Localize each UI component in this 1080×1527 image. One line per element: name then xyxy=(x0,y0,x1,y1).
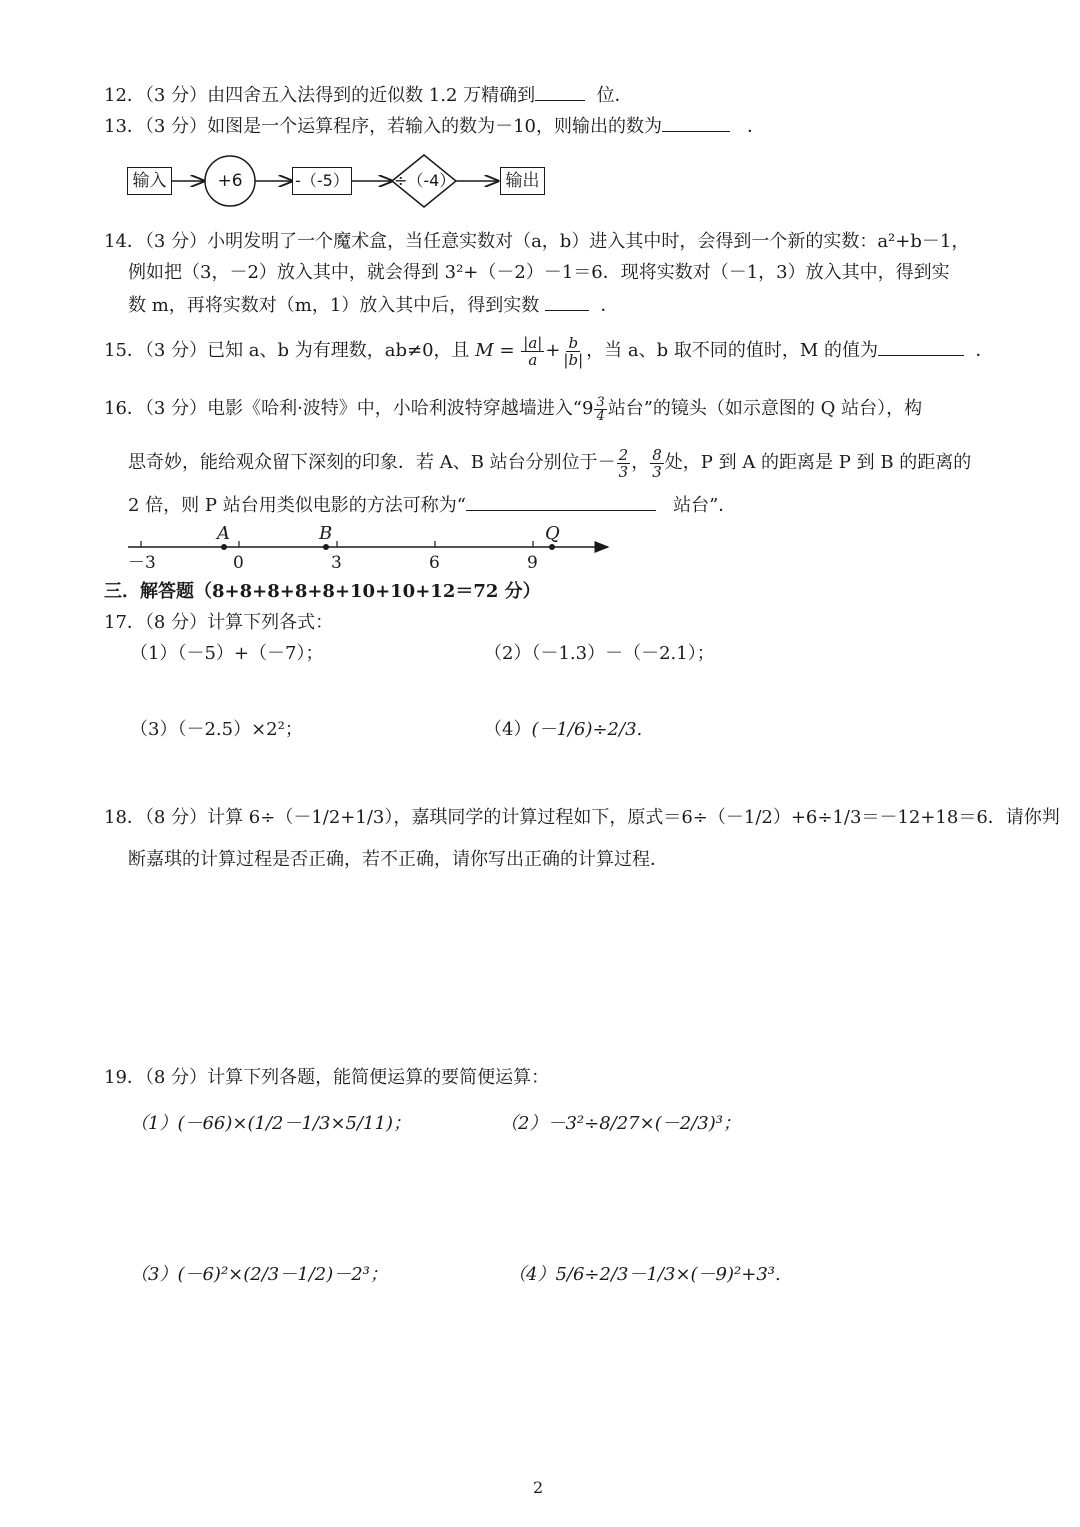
question-12-text: 12．（3 分）由四舍五入法得到的近似数 1.2 万精确到 xyxy=(104,85,536,106)
question-18-line2: 断嘉琪的计算过程是否正确，若不正确，请你写出正确的计算过程． xyxy=(128,849,668,870)
question-17-part4 xyxy=(484,718,642,742)
question-17-part4-prefix: （4） xyxy=(484,719,532,740)
question-19-part3: （3）(－6)²×(2/3－1/2)－2³； xyxy=(130,1264,388,1285)
question-16-line1a: 16．（3 分）电影《哈利·波特》中，小哈利波特穿越墙进入“9 xyxy=(104,398,594,419)
question-16-line2a: 思奇妙，能给观众留下深刻的印象．若 A、B 站台分别位于－ xyxy=(128,452,616,473)
question-15-mid: ，当 a、b 取不同的值时，M 的值为 xyxy=(586,340,878,361)
tick-0: 0 xyxy=(233,553,244,573)
question-18-line1: 18．（8 分）计算 6÷（－1/2+1/3），嘉琪同学的计算过程如下，原式＝6÷（－1/2）+6÷1/3＝－12+18＝6．请你判 xyxy=(104,807,1060,828)
page-number: 2 xyxy=(533,1478,544,1497)
answer-blank-14[interactable] xyxy=(545,292,589,311)
question-16-line3-text: 2 倍，则 P 站台用类似电影的方法可称为“ xyxy=(128,495,466,516)
question-14-line3-text: 数 m，再将实数对（m，1）放入其中后，得到实数 xyxy=(128,295,540,316)
question-14-line1: 14．（3 分）小明发明了一个魔术盒，当任意实数对（a，b）进入其中时，会得到一个新的实数：a²+b－1， xyxy=(104,231,970,252)
flow-op2-box: -（-5） xyxy=(292,167,352,195)
question-15 xyxy=(104,334,993,368)
plus-sign: + xyxy=(545,340,561,361)
question-16-suffix: 站台”． xyxy=(673,495,737,516)
flow-output-box: 输出 xyxy=(500,167,545,195)
fraction-b-over-abs-b: $\frac{b}{|b|}$ xyxy=(563,333,584,369)
question-13-text: 13．（3 分）如图是一个运算程序，若输入的数为－10，则输出的数为 xyxy=(104,116,662,137)
tick-9: 9 xyxy=(527,553,538,573)
question-19-title: 19．（8 分）计算下列各题，能简便运算的要简便运算： xyxy=(104,1067,550,1088)
question-17-part2: （2）（－1.3）－（－2.1）； xyxy=(484,643,715,664)
question-13-suffix: ． xyxy=(747,116,766,137)
question-17-part3: （3）（－2.5）×2²； xyxy=(130,719,303,740)
question-19-part4: （4）5/6÷2/3－1/3×(－9)²+3³. xyxy=(508,1264,781,1285)
question-16-line1 xyxy=(104,392,922,426)
question-14-suffix: ． xyxy=(600,295,619,316)
section-3-heading: 三．解答题（8+8+8+8+8+10+10+12＝72 分） xyxy=(104,581,541,602)
question-16-line2b: 处，P 到 A 的距离是 P 到 B 的距离的 xyxy=(664,452,972,473)
number-line-svg xyxy=(0,520,1080,580)
fraction-8-3: $\frac{8}{3}$ xyxy=(652,445,662,481)
question-16-line1b: 站台”的镜头（如示意图的 Q 站台），构 xyxy=(607,398,923,419)
question-15-suffix: ． xyxy=(975,340,994,361)
question-12-suffix: 位． xyxy=(596,85,633,106)
tick-6: 6 xyxy=(429,553,440,573)
question-14-line3 xyxy=(128,292,619,318)
fraction-2-3: $\frac{2}{3}$ xyxy=(618,445,629,481)
question-14-line2: 例如把（3，－2）放入其中，就会得到 3²+（－2）－1＝6．现将实数对（－1，3）放入其中，得到实 xyxy=(128,262,950,283)
question-15-prefix: 15．（3 分）已知 a、b 为有理数，ab≠0，且 xyxy=(104,340,470,361)
question-15-m: M = xyxy=(475,340,515,361)
tick-3: 3 xyxy=(331,553,342,573)
answer-blank-15[interactable] xyxy=(878,337,964,356)
label-A: A xyxy=(217,523,230,544)
question-17-title: 17．（8 分）计算下列各式： xyxy=(104,612,334,633)
flow-input-box: 输入 xyxy=(127,167,172,195)
label-Q: Q xyxy=(545,523,560,544)
tick-minus-3: －3 xyxy=(128,553,156,573)
question-17-part1: （1）（－5）+（－7）； xyxy=(130,643,324,664)
mixed-fraction-3-4: $\frac{3}{4}$ xyxy=(596,394,605,424)
question-16-line2: 思奇妙，能给观众留下深刻的印象．若 A、B 站台分别位于－ $\frac{2}{3}$ ， $\frac{8}{3}$ 处，P 到 A 的距离是 P 到 B 的距离的 xyxy=(128,445,972,481)
question-19-part1: （1）(－66)×(1/2－1/3×5/11)； xyxy=(130,1113,411,1134)
flow-op1-label: +6 xyxy=(217,171,243,191)
label-B: B xyxy=(319,523,333,544)
question-19-part2: （2）－3²÷8/27×(－2/3)³； xyxy=(500,1113,741,1134)
question-16-line3 xyxy=(128,492,736,518)
fraction-abs-a-over-a: $\frac{|a|}{a}$ xyxy=(523,333,543,369)
flow-op3-label: ÷（-4） xyxy=(394,171,456,190)
answer-blank-16[interactable] xyxy=(466,492,656,511)
question-17-part4-expr: (－1/6)÷2/3. xyxy=(531,719,643,740)
